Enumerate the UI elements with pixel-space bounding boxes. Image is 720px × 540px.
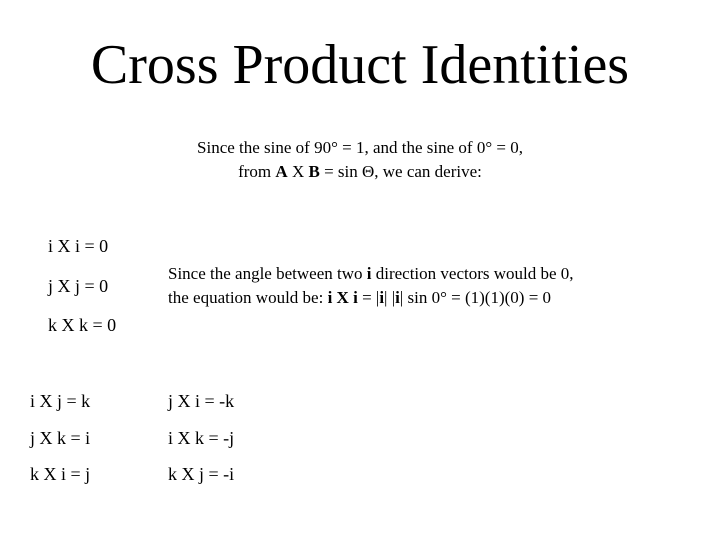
vector-i-magnitude-1: i (379, 288, 385, 307)
equation-part-2: | | (384, 288, 396, 307)
intro-line-2 (140, 160, 580, 184)
identity-j-x-j: j X j = 0 (48, 276, 109, 296)
explanation-text (168, 262, 574, 310)
explanation-line-1-post: direction vectors would be 0, (371, 264, 574, 283)
vector-b: B (308, 162, 320, 181)
identity-k-x-k: k X k = 0 (48, 315, 117, 335)
intro-line-2-pre: from (238, 162, 276, 181)
identity-k-x-i: k X i = j (30, 464, 91, 484)
explanation-line-2 (168, 286, 574, 310)
cross-symbol: X (287, 162, 309, 181)
explanation-line-1 (168, 262, 574, 286)
explanation-line-2-pre: the equation would be: (168, 288, 328, 307)
identity-i-x-k: i X k = -j (168, 428, 235, 448)
identity-j-x-i: j X i = -k (168, 391, 235, 411)
explanation-line-1-pre: Since the angle between two (168, 264, 367, 283)
intro-text (140, 136, 580, 184)
intro-line-1: Since the sine of 90° = 1, and the sine of 0° = 0, (197, 138, 523, 157)
identity-i-x-j: i X j = k (30, 391, 91, 411)
intro-line-2-post: = sin Θ, we can derive: (319, 162, 482, 181)
equation-part-3: | sin 0° = (1)(1)(0) = 0 (399, 288, 552, 307)
equation-lhs: i X i (327, 288, 358, 307)
identity-j-x-k: j X k = i (30, 428, 91, 448)
vector-i: i (366, 264, 372, 283)
identity-i-x-i: i X i = 0 (48, 236, 109, 256)
vector-i-magnitude-2: i (395, 288, 400, 307)
vector-a: A (275, 162, 288, 181)
identity-k-x-j: k X j = -i (168, 464, 235, 484)
equation-part-1: = | (357, 288, 380, 307)
slide-title: Cross Product Identities (90, 34, 630, 96)
